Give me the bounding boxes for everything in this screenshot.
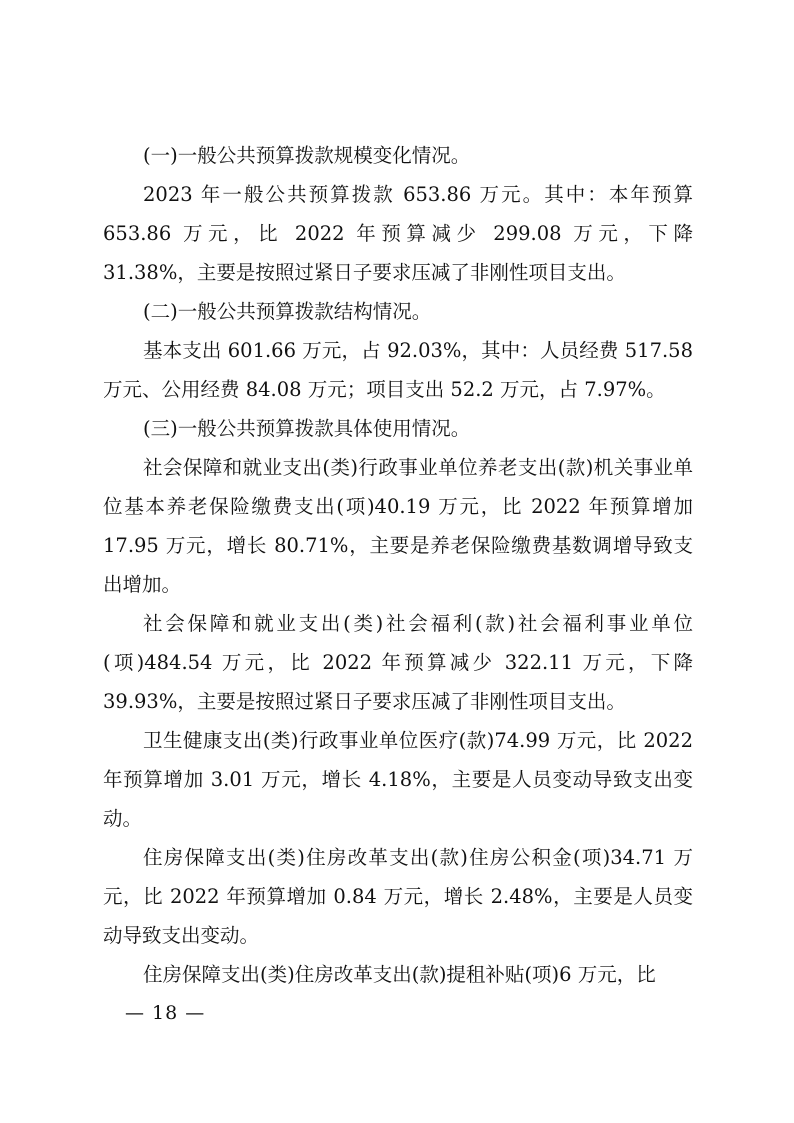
paragraph-7: 社会保障和就业支出(类)社会福利(款)社会福利事业单位(项)484.54 万元，比 2022 年预算减少 322.11 万元，下降 39.93%，主要是按照过紧日子要求压减了非刚性项目支出。: [103, 612, 693, 713]
paragraph-2: 2023 年一般公共预算拨款 653.86 万元。其中：本年预算 653.86 万元，比 2022 年预算减少 299.08 万元，下降 31.38%，主要是按照过紧日子要求压减了非刚性项目支出。: [103, 183, 693, 284]
paragraph-4: 基本支出 601.66 万元，占 92.03%，其中：人员经费 517.58 万元、公用经费 84.08 万元；项目支出 52.2 万元，占 7.97%。: [103, 339, 693, 401]
document-body: [103, 136, 693, 994]
paragraph-9: 住房保障支出(类)住房改革支出(款)住房公积金(项)34.71 万元，比 2022 年预算增加 0.84 万元，增长 2.48%，主要是人员变动导致支出变动。: [103, 846, 693, 947]
page-number: — 18 —: [125, 1002, 206, 1024]
paragraph-3-heading: (二)一般公共预算拨款结构情况。: [143, 300, 432, 323]
paragraph-1-heading: (一)一般公共预算拨款规模变化情况。: [143, 144, 471, 167]
paragraph-8: 卫生健康支出(类)行政事业单位医疗(款)74.99 万元，比 2022 年预算增加 3.01 万元，增长 4.18%，主要是人员变动导致支出变动。: [103, 729, 693, 830]
paragraph-6: 社会保障和就业支出(类)行政事业单位养老支出(款)机关事业单位基本养老保险缴费支出(项)40.19 万元，比 2022 年预算增加 17.95 万元，增长 80.71%，主要是养老保险缴费基数调增导致支出增加。: [103, 456, 693, 596]
paragraph-10: 住房保障支出(类)住房改革支出(款)提租补贴(项)6 万元，比: [143, 963, 656, 986]
paragraph-5-heading: (三)一般公共预算拨款具体使用情况。: [143, 417, 471, 440]
